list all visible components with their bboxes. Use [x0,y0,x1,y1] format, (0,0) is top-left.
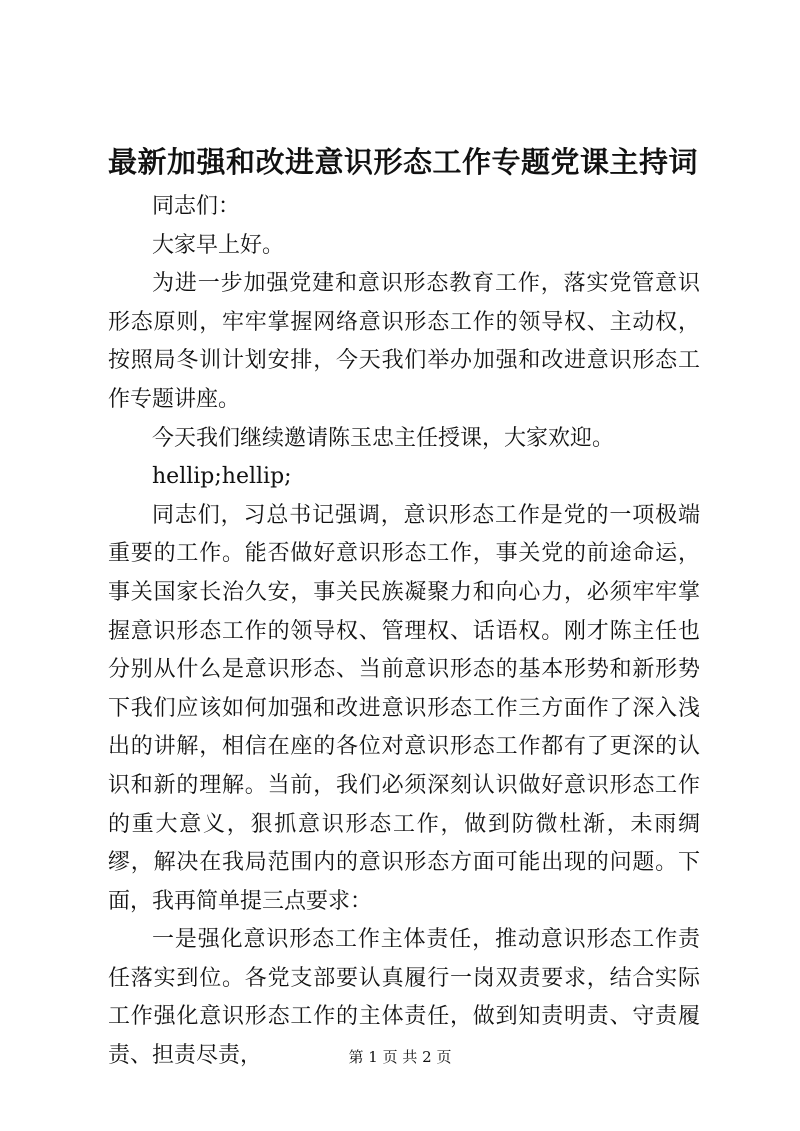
paragraph-welcome: 今天我们继续邀请陈玉忠主任授课，大家欢迎。 [152,425,615,451]
paragraph-greeting: 同志们： [152,194,241,219]
document-title: 最新加强和改进意识形态工作专题党课主持词 [108,145,699,179]
paragraph-ellipsis: hellip;hellip; [152,464,292,490]
paragraph-good-morning: 大家早上好。 [152,232,285,258]
paragraph-intro: 为进一步加强党建和意识形态教育工作，落实党管意识形态原则，牢牢掌握网络意识形态工作的领导权、主动权，按照局冬训计划安排，今天我们举办加强和改进意识形态工作专题讲座。 [108,271,700,412]
paragraph-main: 同志们，习总书记强调，意识形态工作是党的一项极端重要的工作。能否做好意识形态工作，事关党的前途命运，事关国家长治久安，事关民族凝聚力和向心力，必须牢牢掌握意识形态工作的领导权、管理权、话语权。刚才陈主任也分别从什么是意识形态、当前意识形态的基本形势和新形势下我们应该如何加强和改进意识形态工作三方面作了深入浅出的讲解，相信在座的各位对意识形态工作都有了更深的认识和新的理解。当前，我们必须深刻认识做好意识形态工作的重大意义，狠抓意识形态工作，做到防微杜渐，未雨绸缪，解决在我局范围内的意识形态方面可能出现的问题。下面，我再简单提三点要求： [108,502,700,914]
document-body [108,188,700,1076]
page-footer: 第 1 页 共 2 页 [348,1048,452,1066]
paragraph-requirement-one: 一是强化意识形态工作主体责任，推动意识形态工作责任落实到位。各党支部要认真履行一岗双责要求，结合实际工作强化意识形态工作的主体责任，做到知责明责、守责履责、担责尽责， [108,927,700,1069]
